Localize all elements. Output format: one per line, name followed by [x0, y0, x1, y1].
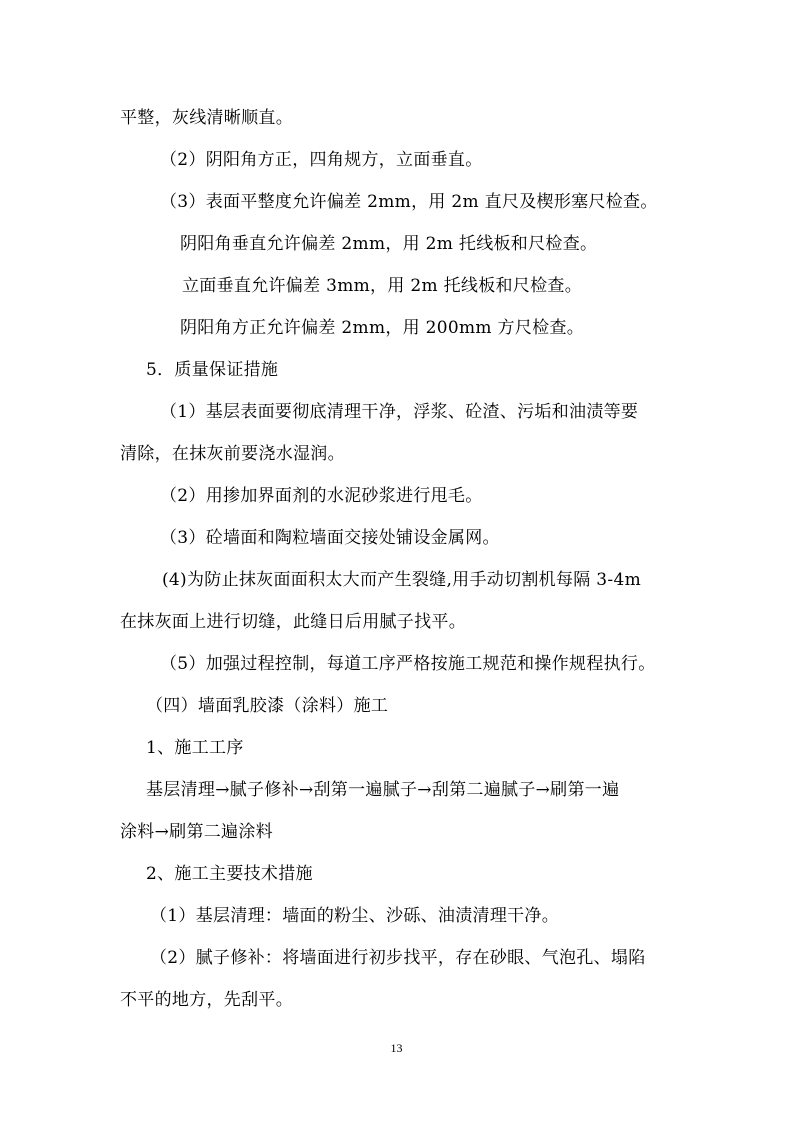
text-line: 不平的地方，先刮平。: [120, 990, 293, 1010]
section-heading: 1、施工工序: [146, 738, 244, 758]
section-heading: 5．质量保证措施: [146, 360, 279, 380]
text-line: 在抹灰面上进行切缝，此缝日后用腻子找平。: [120, 612, 466, 632]
text-line: （2）用掺加界面剂的水泥砂浆进行甩毛。: [160, 486, 483, 506]
text-line: （1）基层清理：墙面的粉尘、沙砾、油渍清理干净。: [150, 906, 560, 926]
section-heading: （四）墙面乳胶漆（涂料）施工: [146, 696, 389, 716]
text-line: 涂料→刷第二遍涂料: [120, 822, 273, 842]
text-line: 清除，在抹灰前要浇水湿润。: [120, 444, 345, 464]
text-line: 阴阳角垂直允许偏差 2mm，用 2m 托线板和尺检查。: [180, 234, 598, 254]
text-line: 基层清理→腻子修补→刮第一遍腻子→刮第二遍腻子→刷第一遍: [146, 780, 620, 800]
text-line: （5）加强过程控制，每道工序严格按施工规范和操作规程执行。: [160, 654, 656, 674]
text-line: （2）阴阳角方正，四角规方，立面垂直。: [160, 150, 483, 170]
text-line: 平整，灰线清晰顺直。: [120, 108, 293, 128]
section-heading: 2、施工主要技术措施: [146, 864, 313, 884]
text-line: (4)为防止抹灰面面积太大而产生裂缝,用手动切割机每隔 3-4m: [162, 570, 641, 590]
text-line: （1）基层表面要彻底清理干净，浮浆、砼渣、污垢和油渍等要: [160, 402, 639, 422]
page-number: 13: [390, 1041, 403, 1055]
text-line: 立面垂直允许偏差 3mm，用 2m 托线板和尺检查。: [182, 276, 583, 296]
text-line: （3）砼墙面和陶粒墙面交接处铺设金属网。: [160, 528, 500, 548]
text-line: 阴阳角方正允许偏差 2mm，用 200mm 方尺检查。: [180, 318, 585, 338]
text-line: （3）表面平整度允许偏差 2mm，用 2m 直尺及楔形塞尺检查。: [160, 192, 658, 212]
text-line: （2）腻子修补：将墙面进行初步找平，存在砂眼、气泡孔、塌陷: [150, 948, 646, 968]
